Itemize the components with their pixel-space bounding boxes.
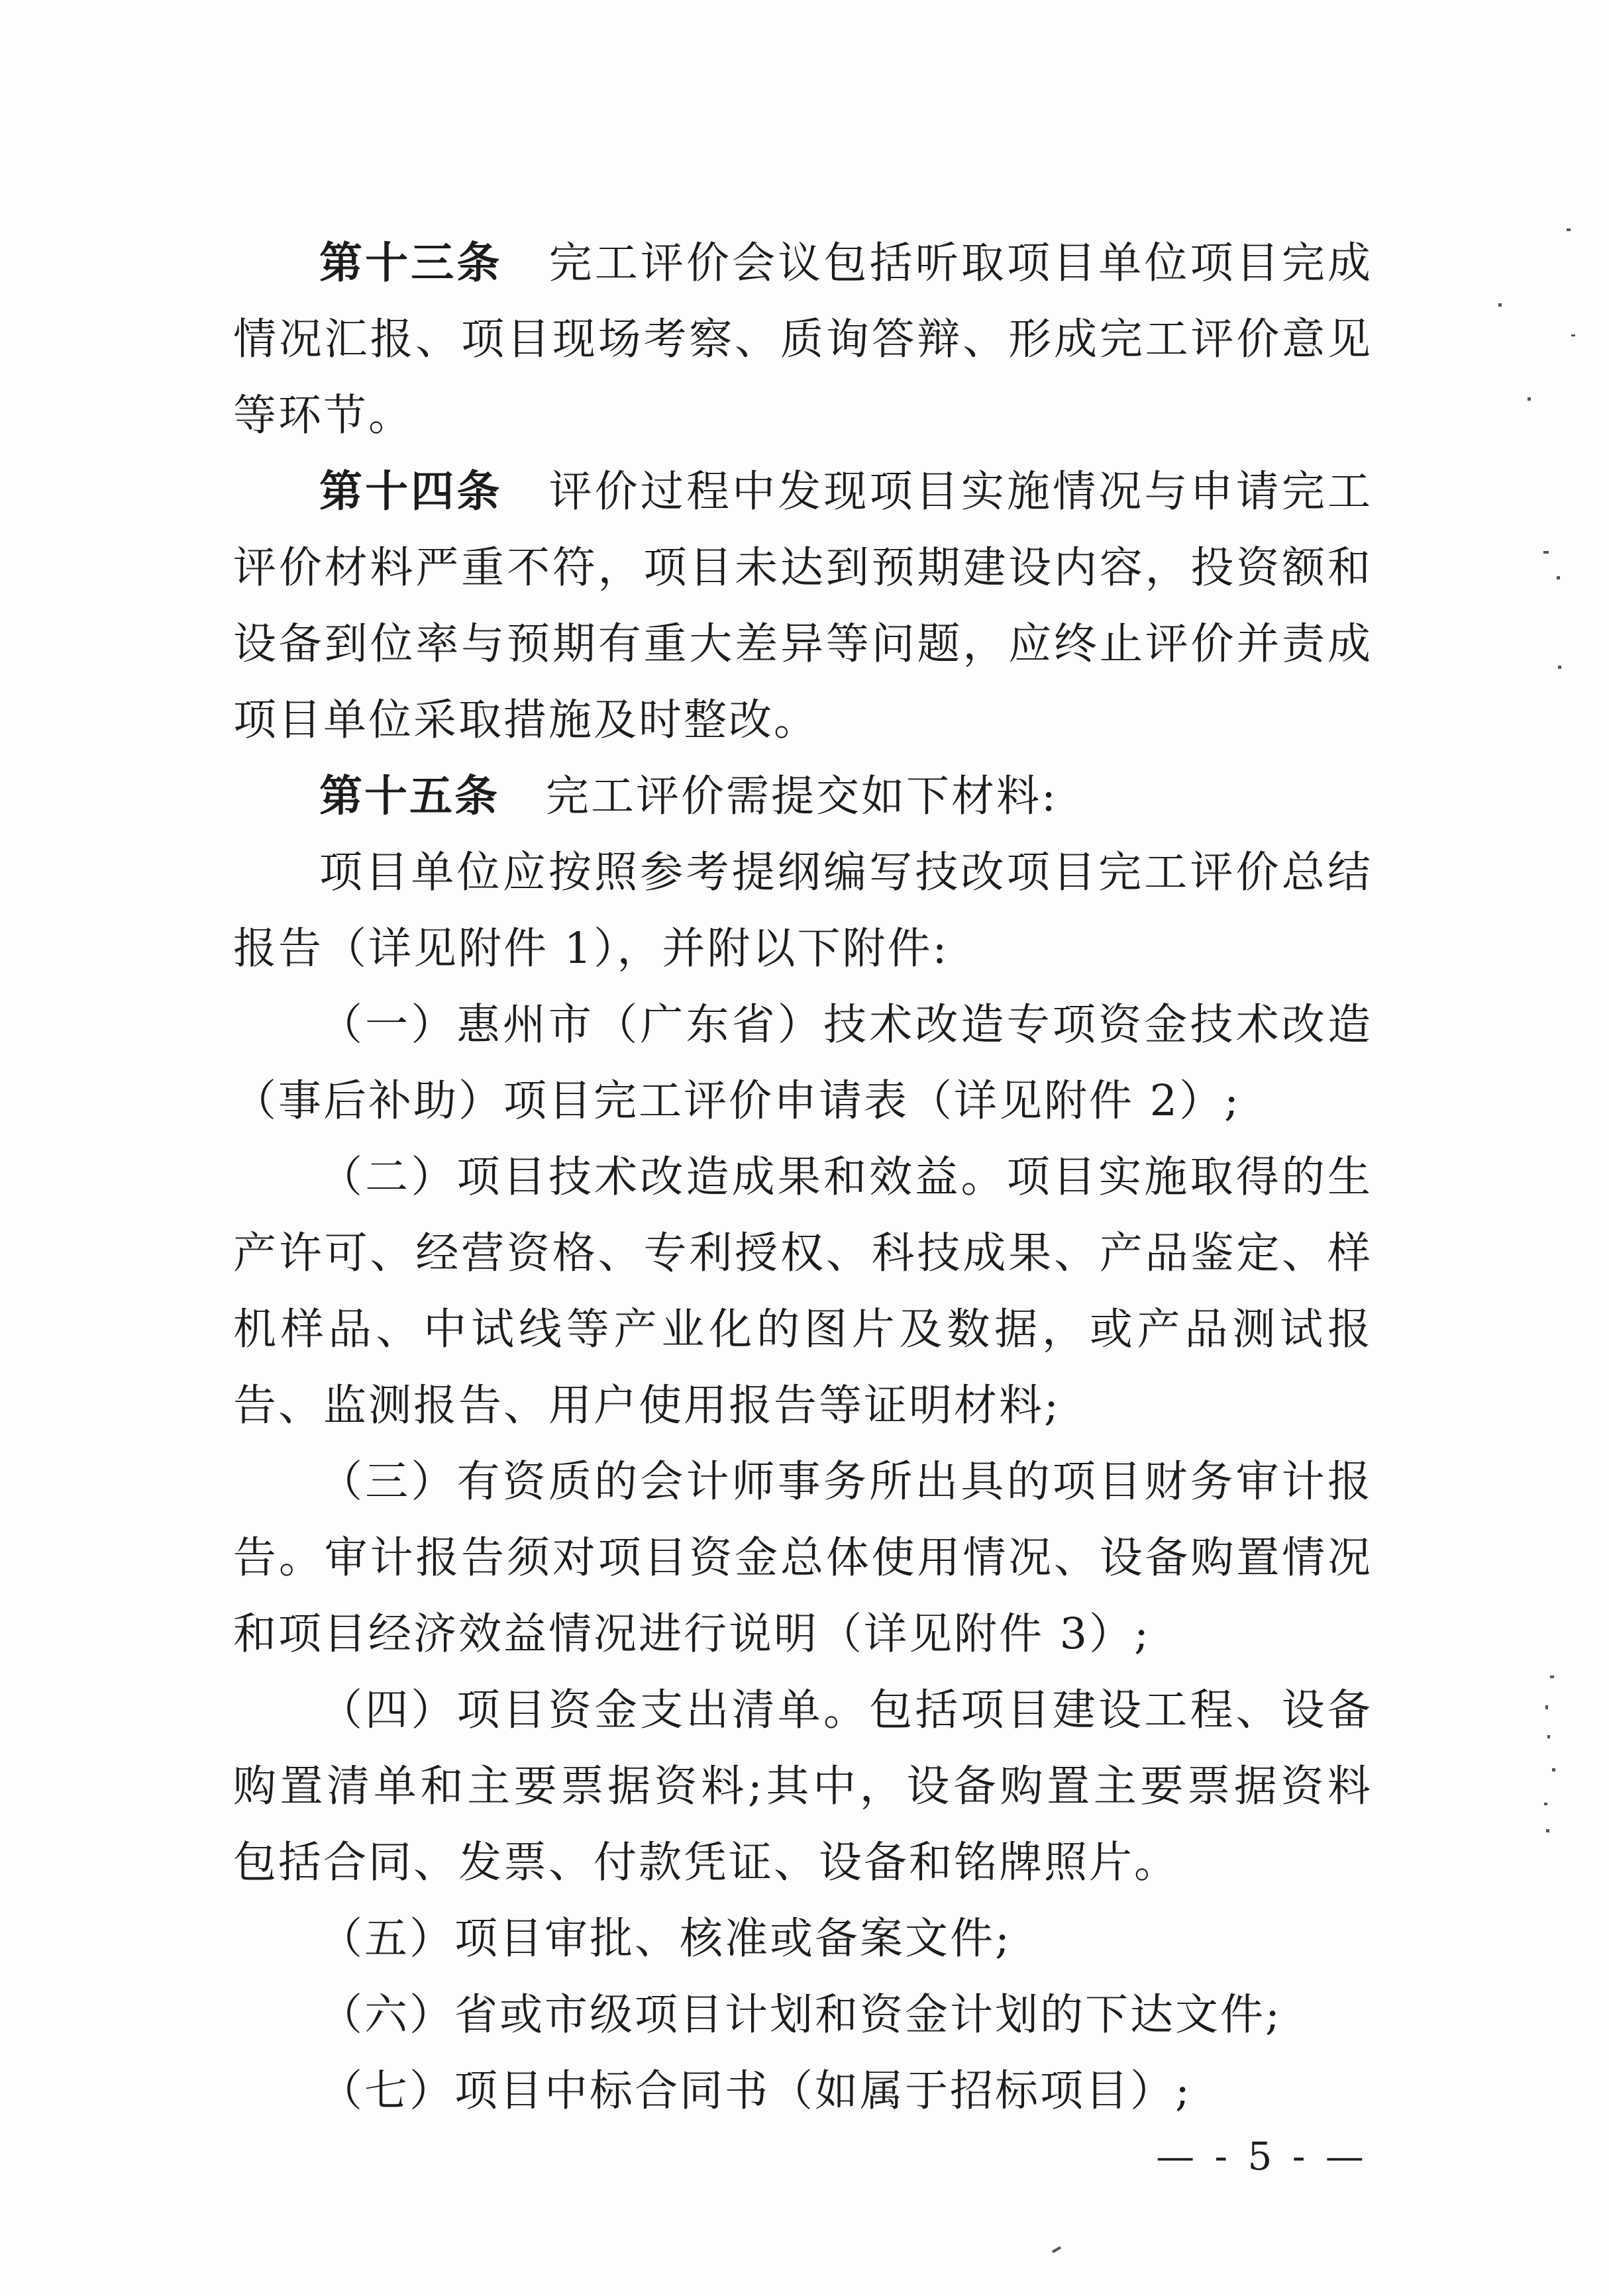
item-4-expenditure-list: （四）项目资金支出清单。包括项目建设工程、设备购置清单和主要票据资料;其中，设备购置主要票据资料包括合同、发票、付款凭证、设备和铭牌照片。 bbox=[233, 1685, 1373, 1887]
scan-speck bbox=[1498, 303, 1502, 307]
article-15-text: 完工评价需提交如下材料: bbox=[546, 772, 1058, 821]
item-5-approval-documents: （五）项目审批、核准或备案文件; bbox=[319, 1914, 1012, 1964]
article-14-text: 评价过程中发现项目实施情况与申请完工评价材料严重不符，项目未达到预期建设内容，投资额和设备到位率与预期有重大差异等问题，应终止评价并责成项目单位采取措施及时整改。 bbox=[233, 467, 1373, 745]
item-2-results-benefits: （二）项目技术改造成果和效益。项目实施取得的生产许可、经营资格、专利授权、科技成果、产品鉴定、样机样品、中试线等产业化的图片及数据，或产品测试报告、监测报告、用户使用报告等证明材料; bbox=[233, 1152, 1373, 1430]
scan-speck bbox=[1543, 551, 1549, 554]
article-15 bbox=[233, 758, 1373, 834]
article-13-heading: 第十三条 bbox=[319, 238, 503, 288]
article-13-text: 完工评价会议包括听取项目单位项目完成情况汇报、项目现场考察、质询答辩、形成完工评价意见等环节。 bbox=[233, 238, 1373, 440]
scan-speck bbox=[1567, 228, 1571, 231]
scan-speck bbox=[1052, 2246, 1061, 2253]
scan-speck bbox=[1544, 1803, 1547, 1805]
document-body bbox=[233, 225, 1373, 2129]
article-14 bbox=[233, 454, 1373, 758]
page-number: — - 5 - — bbox=[1156, 2134, 1368, 2179]
article-15-heading: 第十五条 bbox=[319, 772, 500, 821]
item-3-audit-report: （三）有资质的会计师事务所出具的项目财务审计报告。审计报告须对项目资金总体使用情况、设备购置情况和项目经济效益情况进行说明（详见附件 3）; bbox=[233, 1457, 1373, 1659]
article-14-heading: 第十四条 bbox=[319, 467, 503, 517]
scan-speck bbox=[1571, 334, 1575, 336]
article-13 bbox=[233, 225, 1373, 454]
paragraph-summary-report: 项目单位应按照参考提纲编写技改项目完工评价总结报告（详见附件 1），并附以下附件: bbox=[233, 848, 1373, 973]
scan-speck bbox=[1545, 1705, 1548, 1709]
scan-speck bbox=[1552, 1768, 1555, 1772]
scan-speck bbox=[1546, 1829, 1549, 1832]
scan-speck bbox=[1558, 666, 1561, 669]
scan-speck bbox=[1547, 1735, 1550, 1738]
item-1-application-form: （一）惠州市（广东省）技术改造专项资金技术改造（事后补助）项目完工评价申请表（详见附件 2）; bbox=[233, 1000, 1373, 1126]
scan-speck bbox=[1550, 1675, 1554, 1678]
item-6-plan-documents: （六）省或市级项目计划和资金计划的下达文件; bbox=[319, 1990, 1282, 2040]
scan-speck bbox=[1528, 397, 1531, 401]
item-7-bid-contract: （七）项目中标合同书（如属于招标项目）; bbox=[319, 2066, 1192, 2116]
scan-speck bbox=[1557, 576, 1560, 579]
